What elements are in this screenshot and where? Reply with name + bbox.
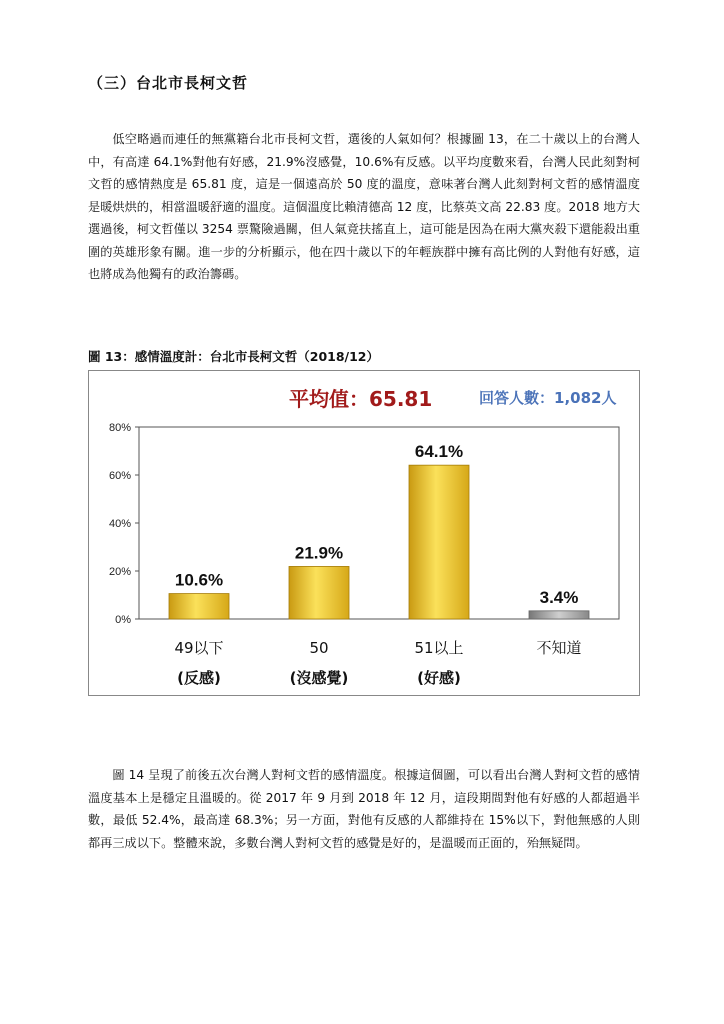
chart-frame [88,370,640,696]
bar-value-label: 21.9% [294,543,344,563]
bar [169,594,229,619]
bar-value-label: 3.4% [539,587,579,607]
x-category-sublabel: (反感) [177,669,221,687]
bar [409,465,469,619]
x-category-label: 50 [309,639,329,657]
x-category-sublabel: (沒感覺) [289,669,349,687]
x-category-sublabel: (好感) [417,669,461,687]
x-category-label: 不知道 [536,639,582,657]
bar [529,611,589,619]
x-category-label: 51以上 [414,639,464,657]
chart-mean-label: 平均值：65.81 [289,387,433,411]
chart-respondent-count: 回答人數：1,082人 [479,389,617,407]
y-tick-label: 60% [108,470,131,482]
y-tick-label: 0% [115,614,131,626]
y-tick-label: 80% [108,422,131,434]
body-paragraph-2: 圖 14 呈現了前後五次台灣人對柯文哲的感情溫度。根據這個圖，可以看出台灣人對柯文哲的感情溫度基本上是穩定且溫暖的。從 2017 年 9 月到 2018 年 12 月，這段期間對他有好感的人都超過半數，最低 52.4%，最高達 68.3%；另一方面，對他有反感的人都維持在 15%以下，對他無感的人則都再三成以下。整體來說，多數台灣人對柯文哲的感覺是好的，是溫暖而正面的，殆無疑問。 [88,768,640,850]
bar-chart [89,371,641,697]
bar-value-label: 10.6% [174,570,224,590]
body-paragraph-1: 低空略過而連任的無黨籍台北市長柯文哲，選後的人氣如何？根據圖 13，在二十歲以上的台灣人中，有高達 64.1%對他有好感，21.9%沒感覺，10.6%有反感。以平均度數來看，台灣人民此刻對柯文哲的感情熱度是 65.81 度，這是一個遠高於 50 度的溫度，意味著台灣人此刻對柯文哲的感情溫度是暖烘烘的，相當溫暖舒適的溫度。這個溫度比賴清德高 12 度，比蔡英文高 22.83 度。2018 地方大選過後，柯文哲僅以 3254 票驚險過關，但人氣竟扶搖直上，這可能是因為在兩大黨夾殺下還能殺出重圍的英雄形象有關。進一步的分析顯示，他在四十歲以下的年輕族群中擁有高比例的人對他有好感，這也將成為他獨有的政治籌碼。 [88,132,640,281]
y-tick-label: 40% [108,518,131,530]
y-tick-label: 20% [108,566,131,578]
x-category-label: 49以下 [174,639,224,657]
section-heading: （三）台北市長柯文哲 [88,74,249,92]
bar-value-label: 64.1% [414,442,464,462]
bar [289,566,349,619]
figure-caption: 圖 13：感情溫度計：台北市長柯文哲（2018/12） [88,349,379,364]
